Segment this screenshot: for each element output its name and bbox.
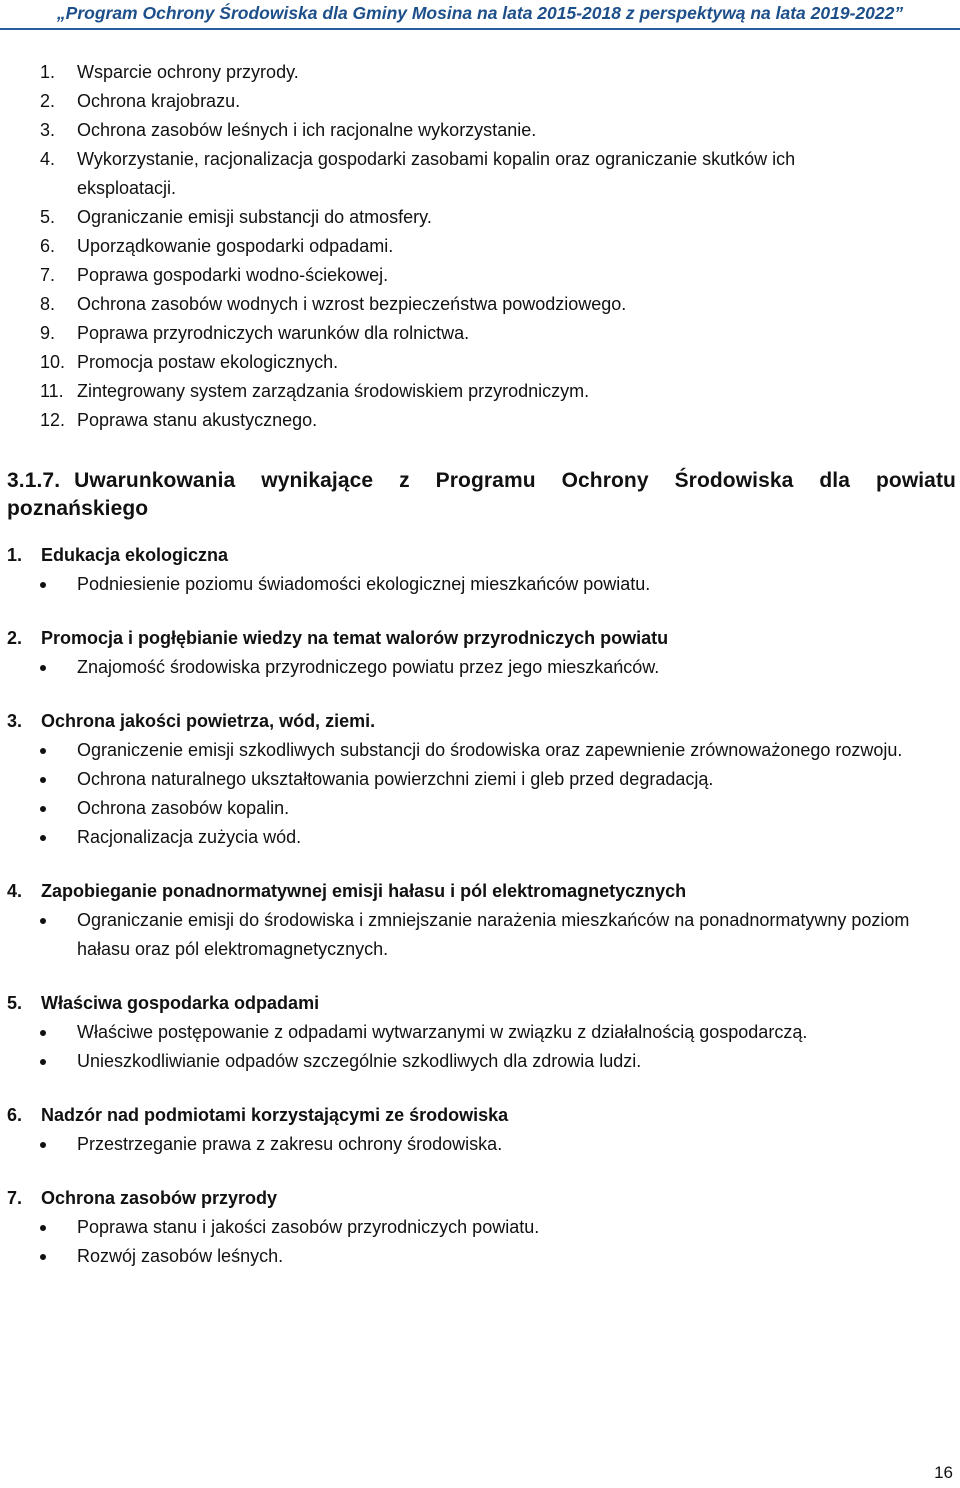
running-header: „Program Ochrony Środowiska dla Gminy Mosina na lata 2015-2018 z perspektywą na lata 2019-2022” [56, 3, 904, 23]
subsection-title [0, 1101, 960, 1130]
subsection-title [0, 541, 960, 570]
bullet-item [0, 1242, 960, 1271]
bullet-list [0, 1018, 960, 1076]
subsection-title-text: Promocja i pogłębianie wiedzy na temat walorów przyrodniczych powiatu [41, 628, 669, 648]
goal-item [0, 348, 960, 377]
goal-number: 10. [40, 352, 66, 372]
goal-text: Wsparcie ochrony przyrody. [77, 62, 299, 82]
goal-text: Poprawa przyrodniczych warunków dla rolnictwa. [77, 323, 470, 343]
bullet-item [0, 823, 960, 852]
goal-item [0, 290, 960, 319]
bullet-list [0, 1130, 960, 1159]
goal-text: Ograniczanie emisji substancji do atmosfery. [77, 207, 432, 227]
bullet-item [0, 794, 960, 823]
subsection-number: 7. [7, 1188, 23, 1208]
bullet-text: Racjonalizacja zużycia wód. [77, 827, 302, 847]
bullet-list [0, 653, 960, 682]
page-content [0, 58, 960, 1271]
subsection-title-text: Zapobieganie ponadnormatywnej emisji hałasu i pól elektromagnetycznych [41, 881, 687, 901]
goal-number: 6. [40, 236, 56, 256]
goal-item [0, 319, 960, 348]
goal-number: 9. [40, 323, 56, 343]
subsection-number: 3. [7, 711, 23, 731]
bullet-dot-icon [40, 1059, 46, 1065]
header-rule [0, 28, 960, 30]
subsection-title [0, 707, 960, 736]
subsection-title-text: Edukacja ekologiczna [41, 545, 229, 565]
goal-number: 5. [40, 207, 56, 227]
bullet-list [0, 736, 960, 852]
bullet-text: Unieszkodliwianie odpadów szczególnie szkodliwych dla zdrowia ludzi. [77, 1051, 642, 1071]
goal-item [0, 116, 960, 145]
bullet-item [0, 1047, 960, 1076]
goal-number: 2. [40, 91, 56, 111]
goal-text-continued: eksploatacji. [77, 178, 177, 198]
bullet-item [0, 653, 960, 682]
bullet-list [0, 1213, 960, 1271]
goal-text: Ochrona krajobrazu. [77, 91, 241, 111]
subsection-title [0, 1184, 960, 1213]
goal-text: Wykorzystanie, racjonalizacja gospodarki zasobami kopalin oraz ograniczanie skutków ich [77, 149, 796, 169]
bullet-item [0, 1018, 960, 1047]
bullet-item [0, 736, 960, 765]
section-title: Uwarunkowania wynikające z Programu Ochrony Środowiska dla powiatu poznańskiego [7, 469, 956, 520]
subsection-title [0, 989, 960, 1018]
subsection-title [0, 877, 960, 906]
bullet-item [0, 570, 960, 599]
subsection-title-text: Ochrona zasobów przyrody [41, 1188, 278, 1208]
bullet-text: Właściwe postępowanie z odpadami wytwarzanymi w związku z działalnością gospodarczą. [77, 1022, 808, 1042]
bullet-list [0, 570, 960, 599]
goal-item [0, 203, 960, 232]
bullet-dot-icon [40, 777, 46, 783]
goal-number: 12. [40, 410, 66, 430]
goals-list [0, 58, 960, 435]
bullet-dot-icon [40, 1030, 46, 1036]
bullet-dot-icon [40, 665, 46, 671]
goal-item [0, 58, 960, 87]
bullet-text: Ochrona zasobów kopalin. [77, 798, 290, 818]
bullet-text: Rozwój zasobów leśnych. [77, 1246, 284, 1266]
bullet-dot-icon [40, 582, 46, 588]
goal-text: Zintegrowany system zarządzania środowiskiem przyrodniczym. [77, 381, 590, 401]
subsection-number: 5. [7, 993, 23, 1013]
bullet-text: Ograniczanie emisji do środowiska i zmniejszanie narażenia mieszkańców na ponadnormatywny poziom hałasu oraz pól elektromagnetycznych. [77, 910, 910, 959]
bullet-dot-icon [40, 1225, 46, 1231]
goal-text: Promocja postaw ekologicznych. [77, 352, 339, 372]
bullet-dot-icon [40, 1254, 46, 1260]
bullet-dot-icon [40, 1142, 46, 1148]
bullet-item [0, 765, 960, 794]
bullet-text: Znajomość środowiska przyrodniczego powiatu przez jego mieszkańców. [77, 657, 660, 677]
bullet-text: Poprawa stanu i jakości zasobów przyrodniczych powiatu. [77, 1217, 540, 1237]
section-number: 3.1.7. [7, 469, 61, 492]
subsection-title-text: Nadzór nad podmiotami korzystającymi ze środowiska [41, 1105, 509, 1125]
goal-number: 11. [40, 381, 64, 401]
bullet-item [0, 906, 960, 964]
bullet-item [0, 1213, 960, 1242]
goal-number: 8. [40, 294, 56, 314]
bullet-text: Podniesienie poziomu świadomości ekologicznej mieszkańców powiatu. [77, 574, 651, 594]
subsection-title-text: Ochrona jakości powietrza, wód, ziemi. [41, 711, 376, 731]
goal-number: 3. [40, 120, 56, 140]
goal-number: 7. [40, 265, 56, 285]
bullet-dot-icon [40, 806, 46, 812]
goal-item [0, 87, 960, 116]
subsection-number: 1. [7, 545, 23, 565]
bullet-text: Ochrona naturalnego ukształtowania powierzchni ziemi i gleb przed degradacją. [77, 769, 714, 789]
subsection-number: 2. [7, 628, 23, 648]
bullet-text: Przestrzeganie prawa z zakresu ochrony środowiska. [77, 1134, 503, 1154]
goal-item [0, 406, 960, 435]
goal-item [0, 232, 960, 261]
subsection-title-text: Właściwa gospodarka odpadami [41, 993, 320, 1013]
bullet-list [0, 906, 960, 964]
bullet-dot-icon [40, 918, 46, 924]
subsection-title [0, 624, 960, 653]
goal-text: Poprawa stanu akustycznego. [77, 410, 318, 430]
goal-number: 4. [40, 149, 56, 169]
section-heading [0, 467, 960, 523]
bullet-text: Ograniczenie emisji szkodliwych substancji do środowiska oraz zapewnienie zrównoważonego rozwoju. [77, 740, 903, 760]
goal-text: Uporządkowanie gospodarki odpadami. [77, 236, 394, 256]
goal-item [0, 145, 960, 203]
page-number: 16 [934, 1463, 953, 1482]
goal-text: Poprawa gospodarki wodno-ściekowej. [77, 265, 389, 285]
subsection-number: 6. [7, 1105, 23, 1125]
bullet-item [0, 1130, 960, 1159]
goal-text: Ochrona zasobów leśnych i ich racjonalne wykorzystanie. [77, 120, 537, 140]
bullet-dot-icon [40, 835, 46, 841]
bullet-dot-icon [40, 748, 46, 754]
goal-item [0, 377, 960, 406]
subsection-number: 4. [7, 881, 23, 901]
goal-number: 1. [40, 62, 56, 82]
goal-item [0, 261, 960, 290]
goal-text: Ochrona zasobów wodnych i wzrost bezpieczeństwa powodziowego. [77, 294, 627, 314]
subsections [0, 541, 960, 1271]
